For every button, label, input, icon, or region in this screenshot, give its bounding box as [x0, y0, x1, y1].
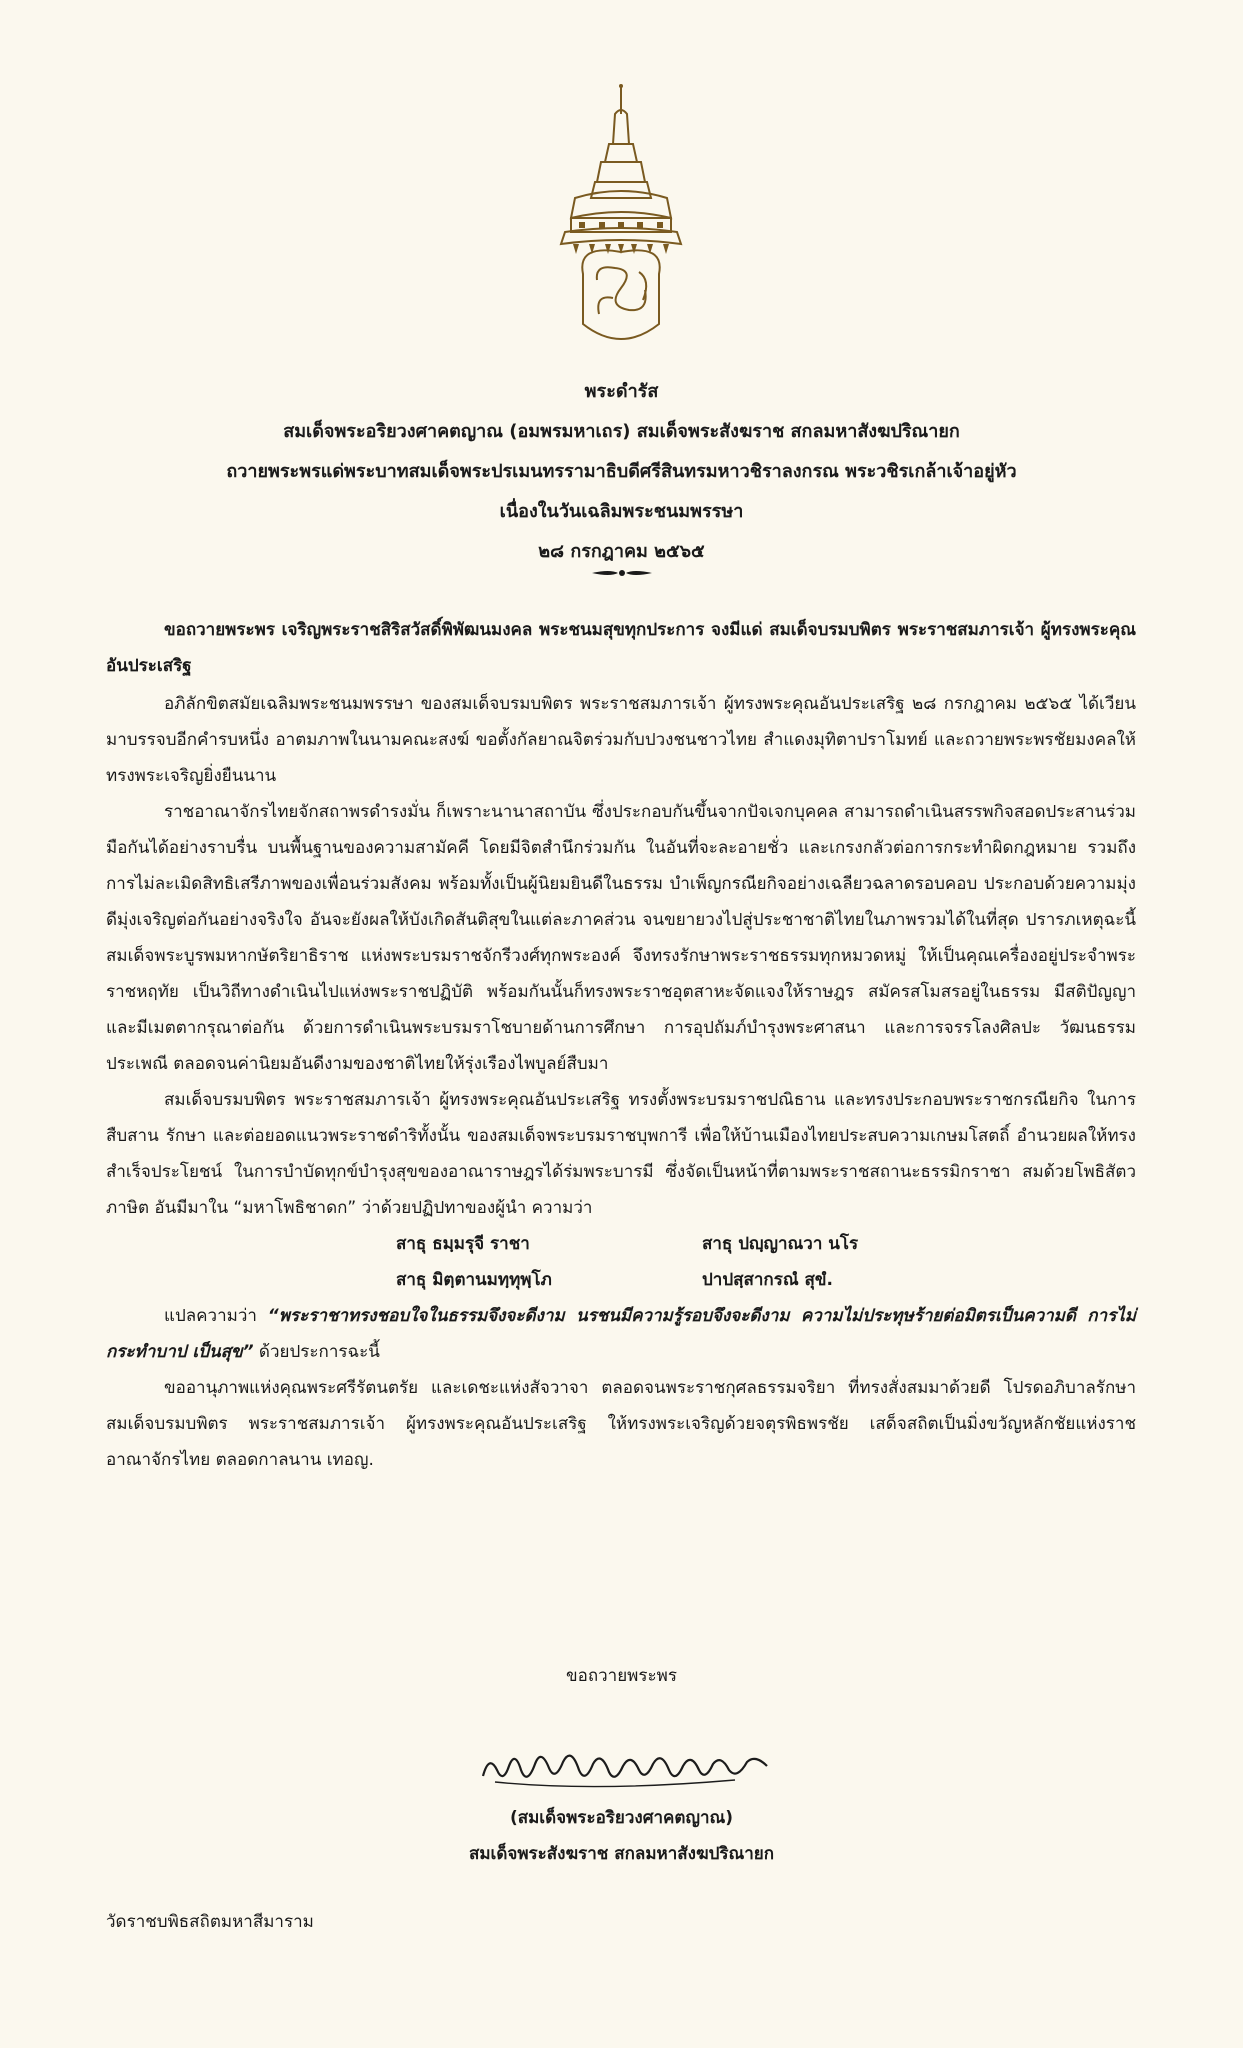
pali-verse	[396, 1226, 1136, 1298]
paragraph-3: สมเด็จบรมบพิตร พระราชสมภารเจ้า ผู้ทรงพระคุณอันประเสริฐ ทรงตั้งพระบรมราชปณิธาน และทรงประกอบพระราชกรณียกิจ ในการสืบสาน รักษา และต่อยอดแนวพระราชดำริทั้งนั้น ของสมเด็จพระบรมราชบุพการี เพื่อให้บ้านเมืองไทยประสบความเกษมโสตถิ์ อำนวยผลให้ทรงสำเร็จประโยชน์ ในการบำบัดทุกข์บำรุงสุขของอาณาราษฎรได้ร่มพระบารมี ซึ่งจัดเป็นหน้าที่ตามพระราชสถานะธรรมิกราชา สมด้วยโพธิสัตวภาษิต อันมีมาใน “มหาโพธิชาดก” ว่าด้วยปฏิปทาของผู้นำ ความว่า	[106, 1090, 1136, 1218]
issuing-place: วัดราชบพิธสถิตมหาสีมาราม	[106, 1912, 314, 1932]
translation-quote: “พระราชาทรงชอบใจในธรรมจึงจะดีงาม นรชนมีความรู้รอบจึงจะดีงาม ความไม่ประทุษร้ายต่อมิตรเป็นความดี การไม่กระทำบาป เป็นสุข”	[106, 1306, 1136, 1362]
paragraph-1: อภิลักขิตสมัยเฉลิมพระชนมพรรษา ของสมเด็จบรมบพิตร พระราชสมภารเจ้า ผู้ทรงพระคุณอันประเสริฐ ๒๘ กรกฎาคม ๒๕๖๕ ได้เวียนมาบรรจบอีกคำรบหนึ่ง อาตมภาพในนามคณะสงฆ์ ขอตั้งกัลยาณจิตร่วมกับปวงชนชาวไทย สำแดงมุทิตาปราโมทย์ และถวายพระพรชัยมงคลให้ทรงพระเจริญยิ่งยืนนาน	[106, 694, 1136, 786]
royal-monogram-emblem-icon	[555, 84, 687, 366]
signatory-block	[0, 1800, 1243, 1872]
letter-header	[0, 372, 1243, 572]
translation-suffix: ด้วยประการฉะนี้	[253, 1342, 380, 1362]
verse-line: ปาปสฺสากรณํ สุขํ.	[702, 1270, 833, 1290]
translation-prefix: แปลความว่า	[164, 1306, 268, 1326]
verse-line: สาธุ ธมฺมรุจี ราชา	[396, 1234, 530, 1254]
header-line-recipient: ถวายพระพรแด่พระบาทสมเด็จพระปรเมนทรรามาธิบดีศรีสินทรมหาวชิราลงกรณ พระวชิรเกล้าเจ้าอยู่หัว	[226, 461, 1017, 482]
paragraph-4: ขออานุภาพแห่งคุณพระศรีรัตนตรัย และเดชะแห่งสัจวาจา ตลอดจนพระราชกุศลธรรมจริยา ที่ทรงสั่งสมมาด้วยดี โปรดอภิบาลรักษา สมเด็จบรมบพิตร พระราชสมภารเจ้า ผู้ทรงพระคุณอันประเสริฐ ให้ทรงพระเจริญด้วยจตุรพิธพรชัย เสด็จสถิตเป็นมิ่งขวัญหลักชัยแห่งราชอาณาจักรไทย ตลอดกาลนาน เทอญ.	[106, 1378, 1136, 1470]
header-line-occasion: เนื่องในวันเฉลิมพระชนมพรรษา	[499, 501, 744, 522]
header-line-author: สมเด็จพระอริยวงศาคตญาณ (อมพรมหาเถร) สมเด็จพระสังฆราช สกลมหาสังฆปริณายก	[283, 421, 960, 442]
letter-body	[106, 612, 1136, 1478]
handwritten-signature	[475, 1740, 775, 1794]
verse-line: สาธุ มิตฺตานมทฺทุพฺโภ	[396, 1270, 552, 1290]
verse-line: สาธุ ปญฺญาณวา นโร	[702, 1234, 859, 1254]
signatory-title: สมเด็จพระสังฆราช สกลมหาสังฆปริณายก	[468, 1844, 775, 1864]
verse-translation	[106, 1298, 1136, 1370]
closing-phrase: ขอถวายพระพร	[566, 1666, 677, 1686]
header-date: ๒๘ กรกฎาคม ๒๕๖๕	[538, 541, 705, 562]
signatory-name: (สมเด็จพระอริยวงศาคตญาณ)	[509, 1808, 734, 1828]
paragraph-2: ราชอาณาจักรไทยจักสถาพรดำรงมั่น ก็เพราะนานาสถาบัน ซึ่งประกอบกันขึ้นจากปัจเจกบุคคล สามารถดำเนินสรรพกิจสอดประสานร่วมมือกันได้อย่างราบรื่น บนพื้นฐานของความสามัคคี โดยมีจิตสำนึกร่วมกัน ในอันที่จะละอายชั่ว และเกรงกลัวต่อการกระทำผิดกฎหมาย รวมถึงการไม่ละเมิดสิทธิเสรีภาพของเพื่อนร่วมสังคม พร้อมทั้งเป็นผู้นิยมยินดีในธรรม บำเพ็ญกรณียกิจอย่างเฉลียวฉลาดรอบคอบ ประกอบด้วยความมุ่งดีมุ่งเจริญต่อกันอย่างจริงใจ อันจะยังผลให้บังเกิดสันติสุขในแต่ละภาคส่วน จนขยายวงไปสู่ประชาชาติไทยในภาพรวมได้ในที่สุด ปรารภเหตุฉะนี้ สมเด็จพระบูรพมหากษัตริยาธิราช แห่งพระบรมราชจักรีวงศ์ทุกพระองค์ จึงทรงรักษาพระราชธรรมทุกหมวดหมู่ ให้เป็นคุณเครื่องอยู่ประจำพระราชหฤทัย เป็นวิถีทางดำเนินไปแห่งพระราชปฏิบัติ พร้อมกันนั้นก็ทรงพระราชอุตสาหะจัดแจงให้ราษฎร สมัครสโมสรอยู่ในธรรม มีสติปัญญา และมีเมตตากรุณาต่อกัน ด้วยการดำเนินพระบรมราโชบายด้านการศึกษา การอุปถัมภ์บำรุงพระศาสนา และการจรรโลงศิลปะ วัฒนธรรมประเพณี ตลอดจนค่านิยมอันดีงามของชาติไทยให้รุ่งเรืองไพบูลย์สืบมา	[106, 802, 1136, 1074]
document-title: พระดำรัส	[584, 381, 659, 402]
opening-blessing: ขอถวายพระพร เจริญพระราชสิริสวัสดิ์พิพัฒนมงคล พระชนมสุขทุกประการ จงมีแด่ สมเด็จบรมบพิตร พระราชสมภารเจ้า ผู้ทรงพระคุณอันประเสริฐ	[106, 620, 1136, 676]
divider-ornament-icon	[590, 566, 654, 580]
